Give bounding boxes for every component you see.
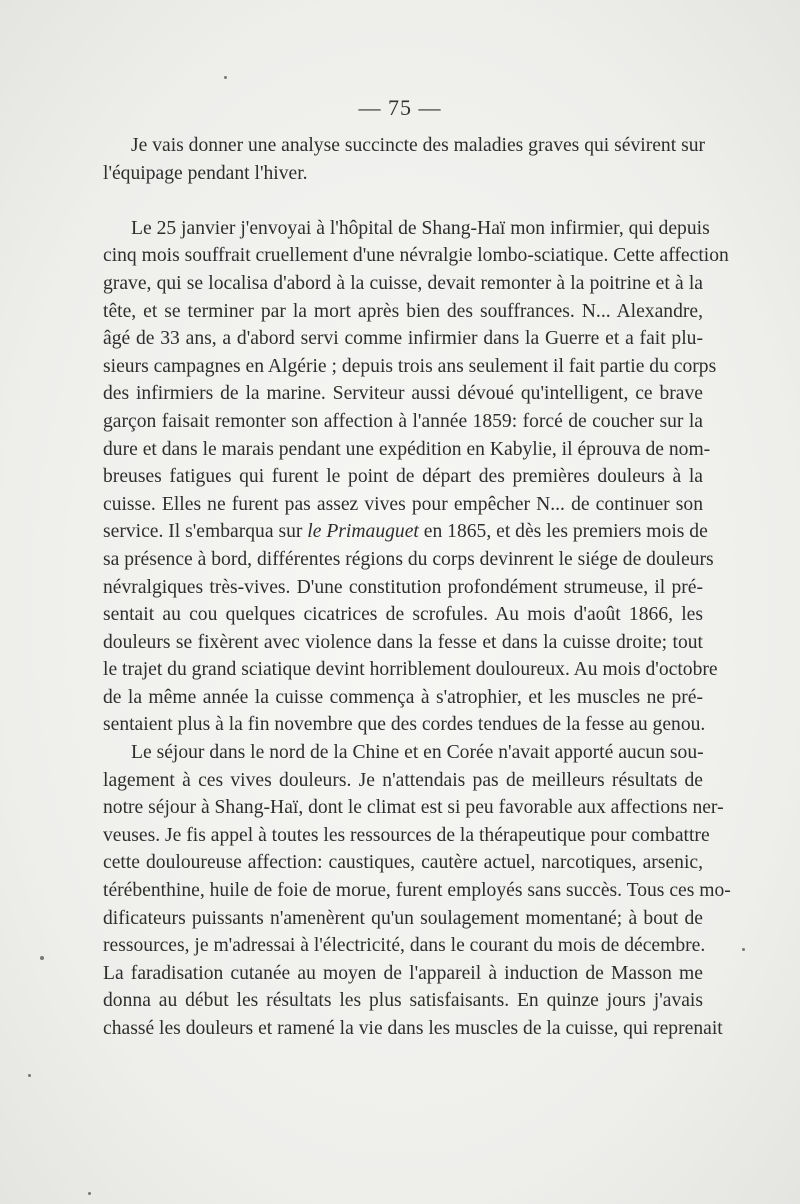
text-line: des infirmiers de la marine. Serviteur aussi dévoué qu'intelligent, ce brave [103, 383, 703, 405]
text-line: chassé les douleurs et ramené la vie dans les muscles de la cuisse, qui reprenait [103, 1018, 723, 1039]
text-line: veuses. Je fis appel à toutes les ressources de la thérapeutique pour combattre [103, 824, 710, 846]
ship-name: le Primauguet [307, 521, 419, 543]
text-line: tête, et se terminer par la mort après bien des souffrances. N... Alexandre, [103, 300, 703, 322]
text-fragment: service. Il s'embarqua sur [103, 521, 308, 543]
text-line: grave, qui se localisa d'abord à la cuisse, devait remonter à la poitrine et à la [103, 272, 703, 294]
text-line: sentaient plus à la fin novembre que des cordes tendues de la fesse au genou. [103, 714, 706, 736]
paragraph-gap [103, 187, 703, 215]
text-line: sieurs campagnes en Algérie ; depuis trois ans seulement il fait partie du corps [103, 355, 717, 377]
text-line: âgé de 33 ans, a d'abord servi comme infirmier dans la Guerre et a fait plu- [103, 328, 703, 350]
text-line: de la même année la cuisse commença à s'atrophier, et les muscles ne pré- [103, 686, 703, 708]
text-line: l'équipage pendant l'hiver. [103, 162, 308, 184]
text-line: cinq mois souffrait cruellement d'une névralgie lombo-sciatique. Cette affection [103, 245, 729, 267]
text-line: cette douloureuse affection: caustiques, cautère actuel, narcotiques, arsenic, [103, 852, 703, 874]
text-line: cuisse. Elles ne furent pas assez vives pour empêcher N... de continuer son [103, 493, 703, 515]
text-line: térébenthine, huile de foie de morue, furent employés sans succès. Tous ces mo- [103, 880, 731, 902]
text-line [103, 518, 708, 546]
text-line: sentait au cou quelques cicatrices de scrofules. Au mois d'août 1866, les [103, 604, 703, 626]
text-line: le trajet du grand sciatique devint horriblement douloureux. Au mois d'octobre [103, 659, 718, 681]
text-fragment: en 1865, et dès les premiers mois de [418, 521, 708, 543]
scan-speck [40, 956, 44, 960]
text-line: Le séjour dans le nord de la Chine et en Corée n'avait apporté aucun sou- [131, 742, 704, 764]
page-number: — 75 — [358, 95, 442, 120]
text-line: Le 25 janvier j'envoyai à l'hôpital de Shang-Haï mon infirmier, qui depuis [131, 217, 710, 239]
text-line: Je vais donner une analyse succincte des maladies graves qui sévirent sur [131, 135, 706, 156]
text-line: La faradisation cutanée au moyen de l'appareil à induction de Masson me [103, 962, 703, 984]
text-line: névralgiques très-vives. D'une constitution profondément strumeuse, il pré- [103, 576, 703, 598]
scan-speck [28, 1074, 31, 1077]
scan-speck [224, 76, 227, 79]
paragraph-case-history [103, 215, 729, 739]
text-line: lagement à ces vives douleurs. Je n'attendais pas de meilleurs résultats de [103, 769, 703, 791]
text-line: douleurs se fixèrent avec violence dans la fesse et dans la cuisse droite; tout [103, 631, 703, 653]
text-line: notre séjour à Shang-Haï, dont le climat est si peu favorable aux affections ner- [103, 797, 724, 819]
text-line: ressources, je m'adressai à l'électricité, dans le courant du mois de décembre. [103, 935, 706, 957]
text-line: sa présence à bord, différentes régions du corps devinrent le siége de douleurs [103, 548, 714, 570]
scan-speck [88, 1192, 91, 1195]
page-text [103, 132, 731, 1043]
text-line: donna au début les résultats les plus satisfaisants. En quinze jours j'avais [103, 990, 703, 1012]
paragraph-treatment [103, 739, 731, 1043]
paragraph-intro [103, 132, 706, 187]
scan-speck [742, 948, 745, 951]
text-line: garçon faisait remonter son affection à l'année 1859: forcé de coucher sur la [103, 410, 703, 432]
text-line: dure et dans le marais pendant une expédition en Kabylie, il éprouva de nom- [103, 438, 711, 460]
text-line: dificateurs puissants n'amenèrent qu'un soulagement momentané; à bout de [103, 907, 703, 929]
text-line: breuses fatigues qui furent le point de départ des premières douleurs à la [103, 466, 703, 488]
